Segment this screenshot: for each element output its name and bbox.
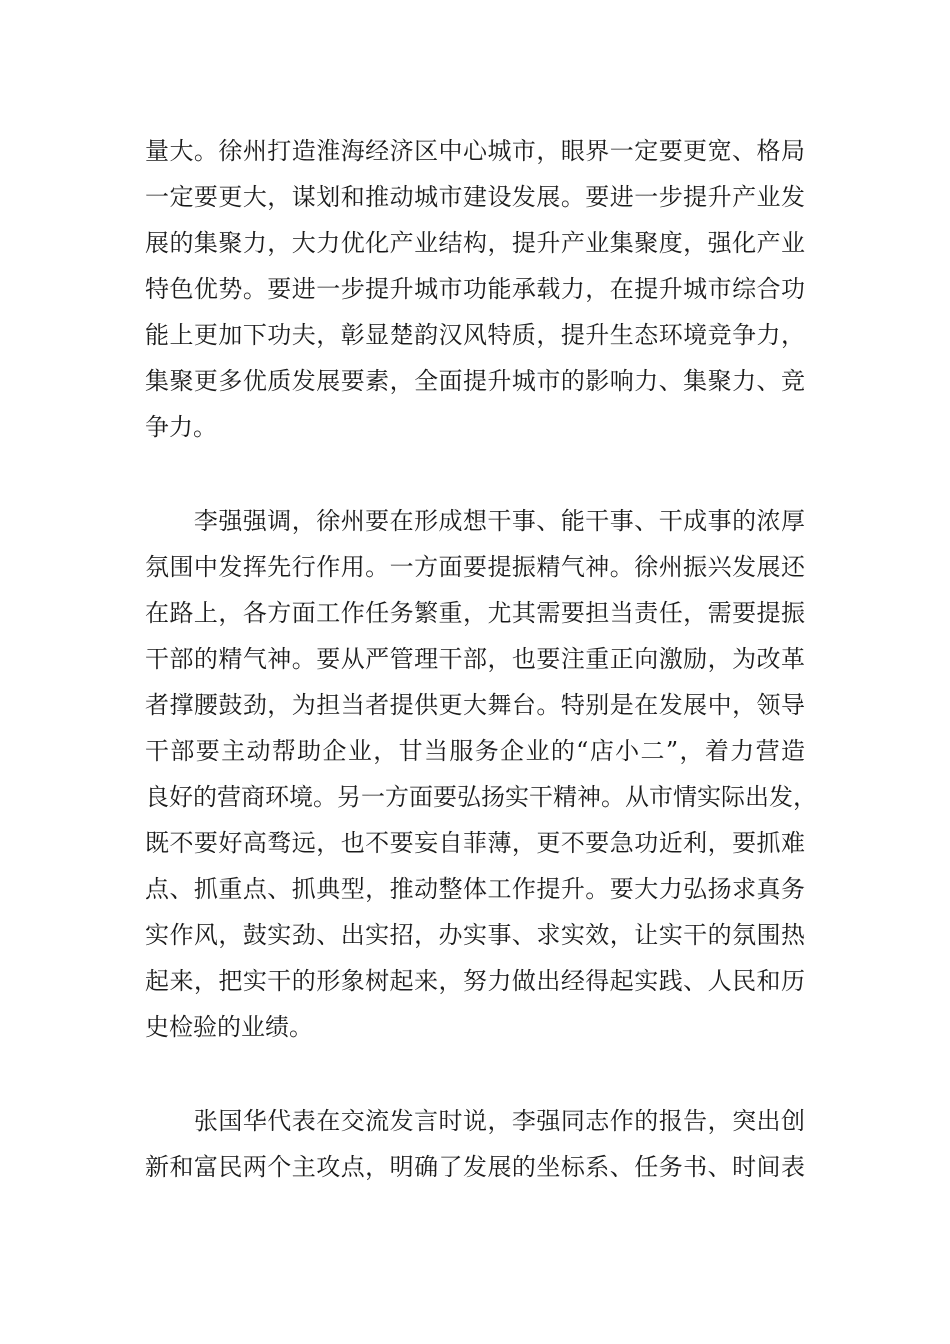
paragraph-line: 特色优势。要进一步提升城市功能承载力，在提升城市综合功	[145, 275, 805, 303]
paragraph-line: 展的集聚力，大力优化产业结构，提升产业集聚度，强化产业	[145, 229, 805, 257]
paragraph-1	[145, 128, 805, 450]
paragraph-line: 者撑腰鼓劲，为担当者提供更大舞台。特别是在发展中，领导	[145, 691, 805, 719]
paragraph-line: 能上更加下功夫，彰显楚韵汉风特质，提升生态环境竞争力，	[145, 321, 805, 349]
paragraph-line: 一定要更大，谋划和推动城市建设发展。要进一步提升产业发	[145, 183, 805, 211]
paragraph-line: 良好的营商环境。另一方面要弘扬实干精神。从市情实际出发，	[145, 783, 817, 811]
paragraph-line: 起来，把实干的形象树起来，努力做出经得起实践、人民和历	[145, 967, 805, 995]
paragraph-line: 既不要好高骛远，也不要妄自菲薄，更不要急功近利，要抓难	[145, 829, 805, 857]
paragraph-line: 史检验的业绩。	[145, 1013, 313, 1041]
paragraph-line: 实作风，鼓实劲、出实招，办实事、求实效，让实干的氛围热	[145, 921, 805, 949]
paragraph-line: 集聚更多优质发展要素，全面提升城市的影响力、集聚力、竞	[145, 367, 805, 395]
paragraph-line: 量大。徐州打造淮海经济区中心城市，眼界一定要更宽、格局	[145, 137, 805, 165]
paragraph-line: 点、抓重点、抓典型，推动整体工作提升。要大力弘扬求真务	[145, 875, 805, 903]
paragraph-line: 在路上，各方面工作任务繁重，尤其需要担当责任，需要提振	[145, 599, 805, 627]
paragraph-line: 张国华代表在交流发言时说，李强同志作的报告，突出创	[145, 1107, 805, 1135]
paragraph-line: 新和富民两个主攻点，明确了发展的坐标系、任务书、时间表	[145, 1153, 805, 1181]
paragraph-2	[145, 498, 817, 1050]
paragraph-line: 氛围中发挥先行作用。一方面要提振精气神。徐州振兴发展还	[145, 553, 805, 581]
paragraph-spacer	[145, 450, 805, 498]
paragraph-line: 争力。	[145, 413, 217, 441]
paragraph-line: 李强强调，徐州要在形成想干事、能干事、干成事的浓厚	[145, 507, 805, 535]
paragraph-spacer	[145, 1050, 805, 1098]
document-body	[145, 128, 817, 1190]
paragraph-3	[145, 1098, 805, 1190]
paragraph-line: 干部要主动帮助企业，甘当服务企业的“店小二”，着力营造	[145, 737, 805, 765]
paragraph-line: 干部的精气神。要从严管理干部，也要注重正向激励，为改革	[145, 645, 805, 673]
